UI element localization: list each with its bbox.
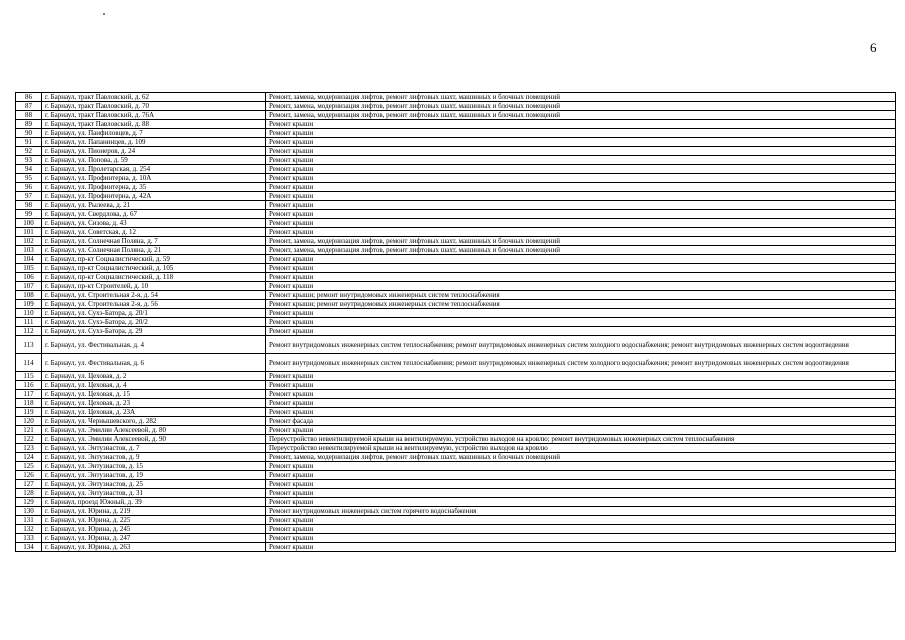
row-number-cell: 99 [16, 210, 42, 219]
address-cell: г. Барнаул, ул. Юрина, д. 225 [42, 516, 266, 525]
table-row [16, 138, 896, 147]
address-cell: г. Барнаул, тракт Павловский, д. 70 [42, 102, 266, 111]
work-type-cell: Ремонт крыши [266, 543, 896, 552]
work-type-cell: Ремонт крыши [266, 399, 896, 408]
work-type-cell: Ремонт крыши [266, 192, 896, 201]
row-number-cell: 104 [16, 255, 42, 264]
row-number-cell: 86 [16, 93, 42, 102]
address-cell: г. Барнаул, ул. Профинтерна, д. 35 [42, 183, 266, 192]
row-number-cell: 103 [16, 246, 42, 255]
address-cell: г. Барнаул, ул. Сухэ-Батора, д. 29 [42, 327, 266, 336]
row-number-cell: 88 [16, 111, 42, 120]
work-type-cell: Ремонт, замена, модернизация лифтов, ремонт лифтовых шахт, машинных и блочных помещений [266, 93, 896, 102]
row-number-cell: 126 [16, 471, 42, 480]
work-type-cell: Ремонт крыши [266, 210, 896, 219]
row-number-cell: 112 [16, 327, 42, 336]
address-cell: г. Барнаул, ул. Пролетарская, д. 254 [42, 165, 266, 174]
table-row [16, 399, 896, 408]
work-type-cell: Ремонт крыши [266, 480, 896, 489]
row-number-cell: 93 [16, 156, 42, 165]
address-cell: г. Барнаул, ул. Фестивальная, д. 4 [42, 336, 266, 354]
row-number-cell: 98 [16, 201, 42, 210]
table-row [16, 390, 896, 399]
work-type-cell: Ремонт крыши [266, 138, 896, 147]
row-number-cell: 108 [16, 291, 42, 300]
work-type-cell: Ремонт внутридомовых инженерных систем теплоснабжения; ремонт внутридомовых инженерных систем холодного водоснабжения; ремонт внутридомовых инженерных систем водоотведения [266, 354, 896, 372]
address-cell: г. Барнаул, ул. Энтузиастов, д. 31 [42, 489, 266, 498]
address-cell: г. Барнаул, пр-кт Социалистический, д. 105 [42, 264, 266, 273]
table-row [16, 435, 896, 444]
table-row [16, 282, 896, 291]
row-number-cell: 121 [16, 426, 42, 435]
row-number-cell: 115 [16, 372, 42, 381]
address-cell: г. Барнаул, ул. Профинтерна, д. 10А [42, 174, 266, 183]
address-cell: г. Барнаул, ул. Пионеров, д. 24 [42, 147, 266, 156]
work-type-cell: Ремонт крыши [266, 381, 896, 390]
work-type-cell: Ремонт, замена, модернизация лифтов, ремонт лифтовых шахт, машинных и блочных помещений [266, 111, 896, 120]
row-number-cell: 124 [16, 453, 42, 462]
table-row [16, 264, 896, 273]
row-number-cell: 107 [16, 282, 42, 291]
row-number-cell: 113 [16, 336, 42, 354]
table-row [16, 534, 896, 543]
work-type-cell: Ремонт крыши [266, 129, 896, 138]
work-type-cell: Ремонт крыши [266, 408, 896, 417]
row-number-cell: 100 [16, 219, 42, 228]
work-type-cell: Ремонт крыши; ремонт внутридомовых инженерных систем теплоснабжения [266, 291, 896, 300]
address-cell: г. Барнаул, ул. Строительная 2-я, д. 54 [42, 291, 266, 300]
row-number-cell: 128 [16, 489, 42, 498]
row-number-cell: 125 [16, 462, 42, 471]
row-number-cell: 119 [16, 408, 42, 417]
table-row [16, 498, 896, 507]
table-row [16, 291, 896, 300]
table-row [16, 210, 896, 219]
table-row [16, 471, 896, 480]
work-type-cell: Ремонт крыши [266, 516, 896, 525]
address-cell: г. Барнаул, пр-кт Социалистический, д. 59 [42, 255, 266, 264]
address-cell: г. Барнаул, проезд Южный, д. 39 [42, 498, 266, 507]
address-cell: г. Барнаул, ул. Солнечная Поляна, д. 7 [42, 237, 266, 246]
work-type-cell: Ремонт крыши [266, 201, 896, 210]
work-type-cell: Ремонт фасада [266, 417, 896, 426]
address-cell: г. Барнаул, ул. Советская, д. 12 [42, 228, 266, 237]
address-cell: г. Барнаул, ул. Папанинцев, д. 109 [42, 138, 266, 147]
address-cell: г. Барнаул, пр-кт Строителей, д. 10 [42, 282, 266, 291]
work-type-cell: Ремонт крыши [266, 282, 896, 291]
work-type-cell: Ремонт крыши; ремонт внутридомовых инженерных систем теплоснабжения [266, 300, 896, 309]
table-row [16, 426, 896, 435]
table-row [16, 237, 896, 246]
table-row [16, 516, 896, 525]
row-number-cell: 134 [16, 543, 42, 552]
row-number-cell: 87 [16, 102, 42, 111]
address-cell: г. Барнаул, ул. Эмилии Алексеевой, д. 80 [42, 426, 266, 435]
address-cell: г. Барнаул, тракт Павловский, д. 62 [42, 93, 266, 102]
row-number-cell: 122 [16, 435, 42, 444]
row-number-cell: 95 [16, 174, 42, 183]
table-row [16, 327, 896, 336]
work-type-cell: Ремонт крыши [266, 120, 896, 129]
row-number-cell: 110 [16, 309, 42, 318]
address-cell: г. Барнаул, ул. Эмилии Алексеевой, д. 90 [42, 435, 266, 444]
table-row [16, 165, 896, 174]
table-row [16, 201, 896, 210]
work-type-cell: Ремонт крыши [266, 390, 896, 399]
address-cell: г. Барнаул, ул. Сизова, д. 43 [42, 219, 266, 228]
address-cell: г. Барнаул, пр-кт Социалистический, д. 118 [42, 273, 266, 282]
address-cell: г. Барнаул, ул. Чернышевского, д. 282 [42, 417, 266, 426]
address-cell: г. Барнаул, ул. Профинтерна, д. 42А [42, 192, 266, 201]
work-type-cell: Ремонт крыши [266, 489, 896, 498]
address-cell: г. Барнаул, ул. Цеховая, д. 15 [42, 390, 266, 399]
table-row [16, 255, 896, 264]
row-number-cell: 127 [16, 480, 42, 489]
table-row [16, 273, 896, 282]
row-number-cell: 123 [16, 444, 42, 453]
row-number-cell: 89 [16, 120, 42, 129]
table-row [16, 489, 896, 498]
table-row [16, 453, 896, 462]
work-type-cell: Ремонт крыши [266, 498, 896, 507]
work-type-cell: Ремонт, замена, модернизация лифтов, ремонт лифтовых шахт, машинных и блочных помещений [266, 102, 896, 111]
address-cell: г. Барнаул, ул. Юрина, д. 245 [42, 525, 266, 534]
address-cell: г. Барнаул, ул. Энтузиастов, д. 9 [42, 453, 266, 462]
work-type-cell: Ремонт крыши [266, 372, 896, 381]
work-type-cell: Переустройство невентилируемой крыши на вентилируемую, устройство выходов на кровлю [266, 444, 896, 453]
work-type-cell: Ремонт крыши [266, 183, 896, 192]
address-cell: г. Барнаул, тракт Павловский, д. 88 [42, 120, 266, 129]
address-cell: г. Барнаул, ул. Цеховая, д. 23 [42, 399, 266, 408]
row-number-cell: 132 [16, 525, 42, 534]
address-cell: г. Барнаул, ул. Фестивальная, д. 6 [42, 354, 266, 372]
address-cell: г. Барнаул, ул. Панфиловцев, д. 7 [42, 129, 266, 138]
table-row [16, 309, 896, 318]
page-number: 6 [870, 40, 877, 55]
table-row [16, 120, 896, 129]
row-number-cell: 130 [16, 507, 42, 516]
table-row [16, 228, 896, 237]
row-number-cell: 90 [16, 129, 42, 138]
row-number-cell: 94 [16, 165, 42, 174]
row-number-cell: 111 [16, 318, 42, 327]
address-cell: г. Барнаул, ул. Энтузиастов, д. 19 [42, 471, 266, 480]
row-number-cell: 114 [16, 354, 42, 372]
row-number-cell: 92 [16, 147, 42, 156]
table-row [16, 408, 896, 417]
address-cell: г. Барнаул, ул. Строительная 2-я, д. 56 [42, 300, 266, 309]
work-type-cell: Ремонт, замена, модернизация лифтов, ремонт лифтовых шахт, машинных и блочных помещений [266, 246, 896, 255]
table-row [16, 525, 896, 534]
work-type-cell: Ремонт крыши [266, 156, 896, 165]
work-type-cell: Ремонт крыши [266, 426, 896, 435]
address-cell: г. Барнаул, ул. Рылеева, д. 21 [42, 201, 266, 210]
row-number-cell: 117 [16, 390, 42, 399]
row-number-cell: 106 [16, 273, 42, 282]
work-type-cell: Ремонт крыши [266, 309, 896, 318]
row-number-cell: 97 [16, 192, 42, 201]
work-type-cell: Ремонт внутридомовых инженерных систем теплоснабжения; ремонт внутридомовых инженерных систем холодного водоснабжения; ремонт внутридомовых инженерных систем водоотведения [266, 336, 896, 354]
work-type-cell: Ремонт крыши [266, 462, 896, 471]
table-row [16, 93, 896, 102]
address-cell: г. Барнаул, ул. Энтузиастов, д. 7 [42, 444, 266, 453]
row-number-cell: 120 [16, 417, 42, 426]
table-row [16, 444, 896, 453]
table-row [16, 417, 896, 426]
row-number-cell: 96 [16, 183, 42, 192]
row-number-cell: 129 [16, 498, 42, 507]
work-type-cell: Ремонт крыши [266, 264, 896, 273]
work-type-cell: Ремонт крыши [266, 471, 896, 480]
table-row [16, 543, 896, 552]
row-number-cell: 105 [16, 264, 42, 273]
scan-speck [103, 13, 105, 15]
address-cell: г. Барнаул, ул. Свердлова, д. 67 [42, 210, 266, 219]
table-row [16, 372, 896, 381]
work-type-cell: Ремонт крыши [266, 318, 896, 327]
address-cell: г. Барнаул, ул. Юрина, д. 263 [42, 543, 266, 552]
work-type-cell: Ремонт внутридомовых инженерных систем горячего водоснабжения [266, 507, 896, 516]
work-type-cell: Ремонт крыши [266, 219, 896, 228]
table-row [16, 462, 896, 471]
row-number-cell: 116 [16, 381, 42, 390]
work-type-cell: Ремонт крыши [266, 534, 896, 543]
address-cell: г. Барнаул, ул. Цеховая, д. 23А [42, 408, 266, 417]
table-row [16, 381, 896, 390]
address-cell: г. Барнаул, ул. Попова, д. 59 [42, 156, 266, 165]
table-row [16, 102, 896, 111]
row-number-cell: 118 [16, 399, 42, 408]
table-row [16, 354, 896, 372]
address-cell: г. Барнаул, ул. Цеховая, д. 4 [42, 381, 266, 390]
table-row [16, 507, 896, 516]
work-type-cell: Переустройство невентилируемой крыши на вентилируемую, устройство выходов на кровлю; ремонт внутридомовых инженерных систем теплоснабжения [266, 435, 896, 444]
work-type-cell: Ремонт, замена, модернизация лифтов, ремонт лифтовых шахт, машинных и блочных помещений [266, 237, 896, 246]
work-type-cell: Ремонт крыши [266, 174, 896, 183]
row-number-cell: 91 [16, 138, 42, 147]
table-row [16, 111, 896, 120]
table-row [16, 147, 896, 156]
work-type-cell: Ремонт крыши [266, 525, 896, 534]
address-cell: г. Барнаул, ул. Сухэ-Батора, д. 20/2 [42, 318, 266, 327]
work-type-cell: Ремонт крыши [266, 147, 896, 156]
table-row [16, 219, 896, 228]
row-number-cell: 102 [16, 237, 42, 246]
table-row [16, 183, 896, 192]
table-row [16, 156, 896, 165]
address-cell: г. Барнаул, тракт Павловский, д. 76А [42, 111, 266, 120]
row-number-cell: 133 [16, 534, 42, 543]
work-type-cell: Ремонт крыши [266, 255, 896, 264]
work-type-cell: Ремонт крыши [266, 228, 896, 237]
row-number-cell: 131 [16, 516, 42, 525]
row-number-cell: 109 [16, 300, 42, 309]
work-type-cell: Ремонт крыши [266, 165, 896, 174]
table-row [16, 300, 896, 309]
table-row [16, 174, 896, 183]
address-cell: г. Барнаул, ул. Солнечная Поляна, д. 21 [42, 246, 266, 255]
table-row [16, 246, 896, 255]
address-cell: г. Барнаул, ул. Энтузиастов, д. 25 [42, 480, 266, 489]
table-row [16, 192, 896, 201]
address-cell: г. Барнаул, ул. Энтузиастов, д. 15 [42, 462, 266, 471]
repair-works-table [15, 92, 896, 552]
address-cell: г. Барнаул, ул. Юрина, д. 247 [42, 534, 266, 543]
work-type-cell: Ремонт крыши [266, 273, 896, 282]
address-cell: г. Барнаул, ул. Сухэ-Батора, д. 20/1 [42, 309, 266, 318]
work-type-cell: Ремонт крыши [266, 327, 896, 336]
table-row [16, 336, 896, 354]
work-type-cell: Ремонт, замена, модернизация лифтов, ремонт лифтовых шахт, машинных и блочных помещений [266, 453, 896, 462]
table-body [16, 93, 896, 552]
row-number-cell: 101 [16, 228, 42, 237]
address-cell: г. Барнаул, ул. Цеховая, д. 2 [42, 372, 266, 381]
table-row [16, 318, 896, 327]
table-row [16, 480, 896, 489]
table-row [16, 129, 896, 138]
address-cell: г. Барнаул, ул. Юрина, д. 219 [42, 507, 266, 516]
